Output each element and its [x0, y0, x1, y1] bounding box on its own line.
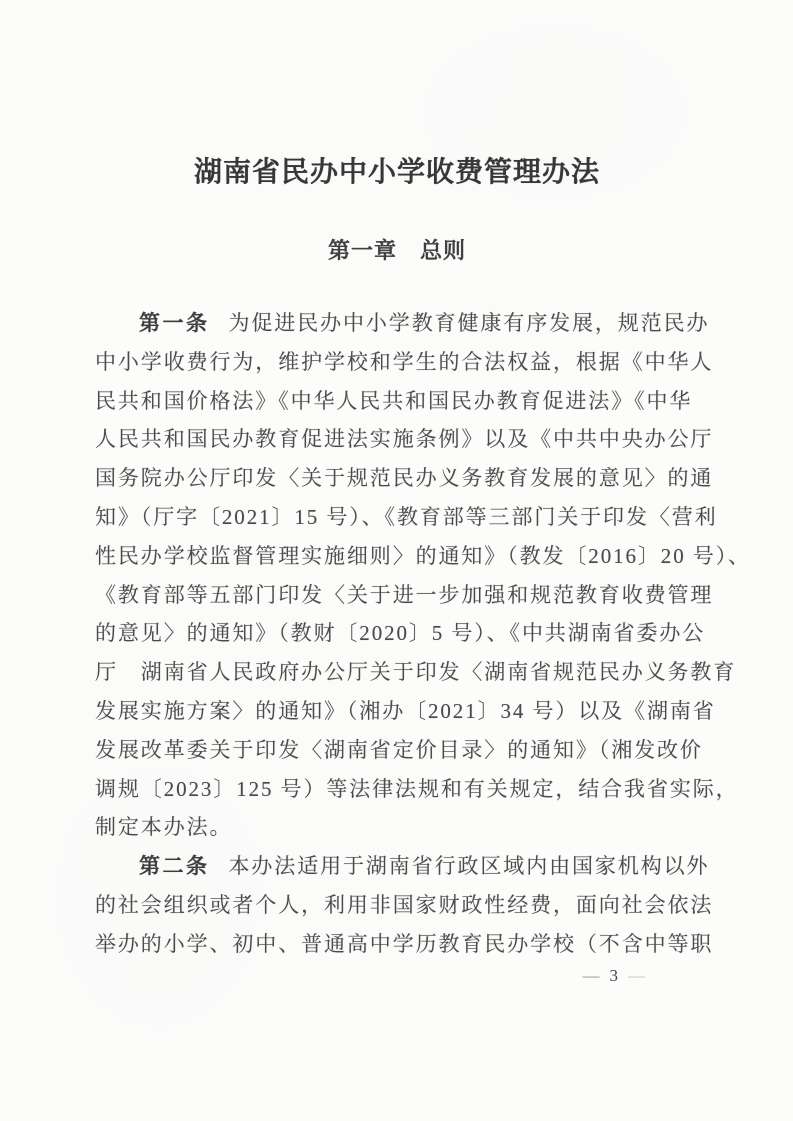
article-1-label: 第一条: [139, 312, 210, 335]
line-text: 本办法适用于湖南省行政区域内由国家机构以外: [228, 854, 710, 879]
page-number-value: 3: [609, 966, 620, 985]
page-number-dash-right: —: [628, 966, 647, 985]
chapter-heading: 第一章 总则: [327, 238, 466, 263]
line-text: 为促进民办中小学教育健康有序发展，规范民办: [228, 311, 710, 335]
text-line: 国务院办公厅印发〈关于规范民办义务教育发展的意见〉的通: [95, 466, 714, 491]
text-line: 调规〔2023〕125 号）等法律法规和有关规定，结合我省实际，: [95, 776, 739, 801]
text-line-article-1: [95, 304, 710, 343]
page-number-dash-left: —: [582, 966, 602, 985]
text-line: 知》（厅字〔2021〕15 号）、《教育部等三部门关于印发〈营利: [95, 504, 718, 529]
document-title: 湖南省民办中小学收费管理办法: [193, 156, 600, 187]
text-line: 人民共和国民办教育促进法实施条例》以及《中共中央办公厅: [95, 427, 714, 452]
text-line-article-2: [95, 847, 710, 886]
text-line: 的社会组织或者个人，利用非国家财政性经费，面向社会依法: [95, 892, 714, 917]
article-2-label: 第二条: [139, 855, 210, 879]
page-number: [95, 966, 647, 986]
text-line: 举办的小学、初中、普通高中学历教育民办学校（不含中等职: [95, 931, 714, 956]
text-line: 性民办学校监督管理实施细则〉的通知》（教发〔2016〕20 号）、: [95, 543, 751, 568]
text-line: 《教育部等五部门印发〈关于进一步加强和规范教育收费管理: [95, 582, 714, 607]
text-line: 发展实施方案〉的通知》（湘办〔2021〕34 号）以及《湖南省: [95, 698, 716, 723]
text-line: 的意见〉的通知》（教财〔2020〕5 号）、《中共湖南省委办公: [95, 621, 706, 646]
text-line: 厅 湖南省人民政府办公厅关于印发〈湖南省规范民办义务教育: [95, 660, 737, 685]
document-body: [95, 304, 751, 964]
text-line: 民共和国价格法》《中华人民共和国民办教育促进法》《中华: [95, 388, 693, 413]
text-line: 发展改革委关于印发〈湖南省定价目录〉的通知》（湘发改价: [95, 737, 703, 762]
text-line: 中小学收费行为，维护学校和学生的合法权益，根据《中华人: [95, 349, 714, 374]
text-line: 制定本办法。: [95, 815, 233, 840]
